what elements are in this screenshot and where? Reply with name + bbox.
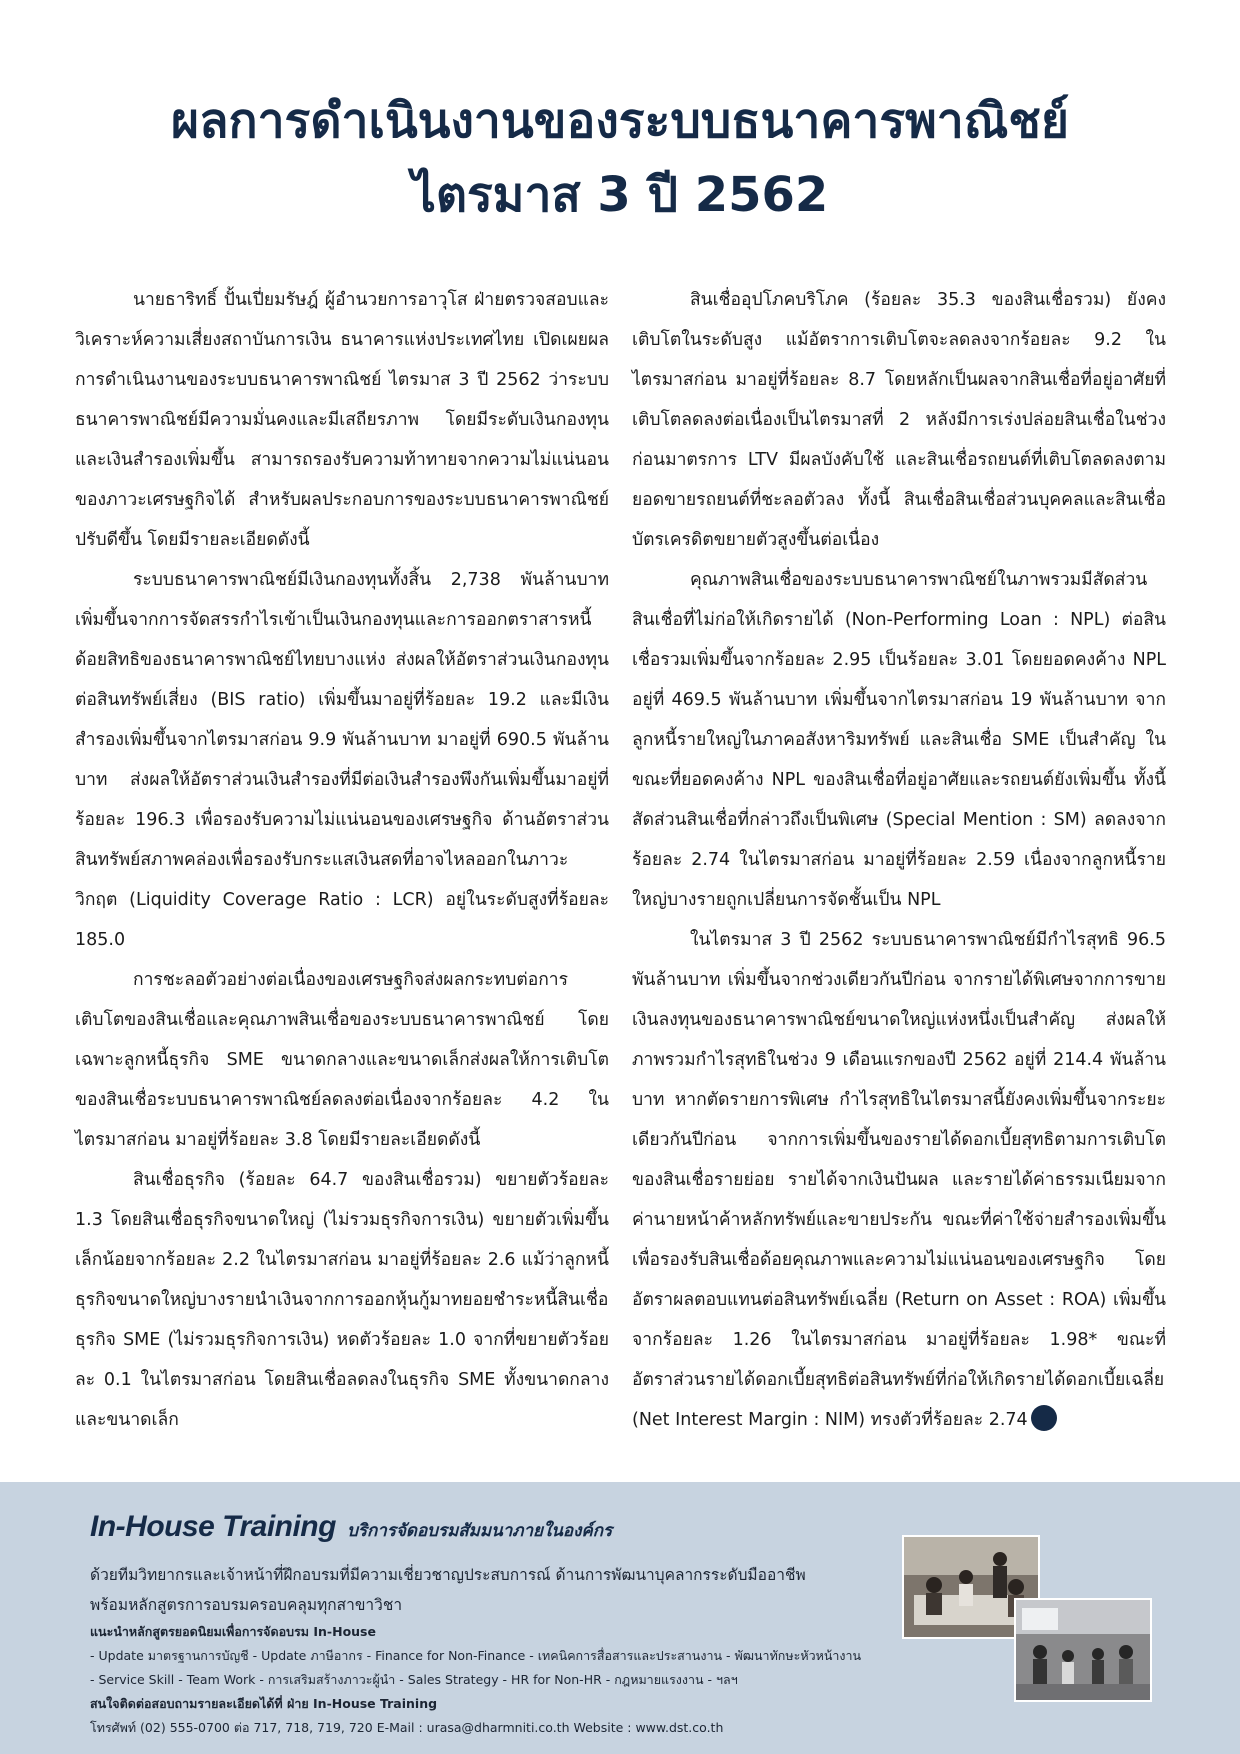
article-right-column: [632, 280, 1166, 1440]
footer-description-line: พร้อมหลักสูตรการอบรมครอบคลุมทุกสาขาวิชา: [90, 1596, 403, 1614]
footer-heading: [90, 1510, 612, 1544]
article-paragraph: ระบบธนาคารพาณิชย์มีเงินกองทุนทั้งสิ้น 2,738 พันล้านบาท เพิ่มขึ้นจากการจัดสรรกำไรเข้าเป็นเงินกองทุนและการออกตราสารหนี้ด้อยสิทธิของธนาคารพาณิชย์ไทยบางแห่ง ส่งผลให้อัตราส่วนเงินกองทุนต่อสินทรัพย์เสี่ยง (BIS ratio) เพิ่มขึ้นมาอยู่ที่ร้อยละ 19.2 และมีเงินสำรองเพิ่มขึ้นจากไตรมาสก่อน 9.9 พันล้านบาท มาอยู่ที่ 690.5 พันล้านบาท ส่งผลให้อัตราส่วนเงินสำรองที่มีต่อเงินสำรองพึงกันเพิ่มขึ้นมาอยู่ที่ร้อยละ 196.3 เพื่อรองรับความไม่แน่นอนของเศรษฐกิจ ด้านอัตราส่วนสินทรัพย์สภาพคล่องเพื่อรองรับกระแสเงินสดที่อาจไหลออกในภาวะวิกฤต (Liquidity Coverage Ratio : LCR) อยู่ในระดับสูงที่ร้อยละ 185.0: [75, 570, 609, 950]
article-end-logo-icon: [1031, 1405, 1057, 1431]
training-photo-2: [1014, 1598, 1152, 1702]
article-paragraph: คุณภาพสินเชื่อของระบบธนาคารพาณิชย์ในภาพรวมมีสัดส่วนสินเชื่อที่ไม่ก่อให้เกิดรายได้ (Non-Performing Loan : NPL) ต่อสินเชื่อรวมเพิ่มขึ้นจากร้อยละ 2.95 เป็นร้อยละ 3.01 โดยยอดคงค้าง NPL อยู่ที่ 469.5 พันล้านบาท เพิ่มขึ้นจากไตรมาสก่อน 19 พันล้านบาท จากลูกหนี้รายใหญ่ในภาคอสังหาริมทรัพย์ และสินเชื่อ SME เป็นสำคัญ ในขณะที่ยอดคงค้าง NPL ของสินเชื่อที่อยู่อาศัยและรถยนต์ยังเพิ่มขึ้น ทั้งนี้สัดส่วนสินเชื่อที่กล่าวถึงเป็นพิเศษ (Special Mention : SM) ลดลงจากร้อยละ 2.74 ในไตรมาสก่อน มาอยู่ที่ร้อยละ 2.59 เนื่องจากลูกหนี้รายใหญ่บางรายถูกเปลี่ยนการจัดชั้นเป็น NPL: [632, 570, 1166, 910]
footer-brand: In-House Training: [90, 1510, 336, 1543]
article-paragraph: นายธาริทธิ์ ปั้นเปี่ยมรัษฎ์ ผู้อำนวยการอาวุโส ฝ่ายตรวจสอบและวิเคราะห์ความเสี่ยงสถาบันการเงิน ธนาคารแห่งประเทศไทย เปิดเผยผลการดำเนินงานของระบบธนาคารพาณิชย์ ไตรมาส 3 ปี 2562 ว่าระบบธนาคารพาณิชย์มีความมั่นคงและมีเสถียรภาพ โดยมีระดับเงินกองทุนและเงินสำรองเพิ่มขึ้น สามารถรองรับความท้าทายจากความไม่แน่นอนของภาวะเศรษฐกิจได้ สำหรับผลประกอบการของระบบธนาคารพาณิชย์ปรับดีขึ้น โดยมีรายละเอียดดังนี้: [75, 290, 609, 550]
footer-courses-line: - Service Skill - Team Work - การเสริมสร้างภาวะผู้นำ - Sales Strategy - HR for Non-HR - กฎหมายแรงงาน - ฯลฯ: [90, 1672, 738, 1687]
title-line-1: ผลการดำเนินงานของระบบธนาคารพาณิชย์: [170, 93, 1069, 149]
footer-courses-heading: แนะนำหลักสูตรยอดนิยมเพื่อการจัดอบรม In-House: [90, 1624, 376, 1639]
footer-contact-line: โทรศัพท์ (02) 555-0700 ต่อ 717, 718, 719, 720 E-Mail : urasa@dharmniti.co.th Website : www.dst.co.th: [90, 1720, 724, 1735]
page-title: [0, 84, 1240, 232]
footer-description-line: ด้วยทีมวิทยากรและเจ้าหน้าที่ฝึกอบรมที่มีความเชี่ยวชาญประสบการณ์ ด้านการพัฒนาบุคลากรระดับมืออาชีพ: [90, 1566, 806, 1584]
footer-body: [90, 1560, 890, 1740]
article-paragraph: สินเชื่ออุปโภคบริโภค (ร้อยละ 35.3 ของสินเชื่อรวม) ยังคงเติบโตในระดับสูง แม้อัตราการเติบโตจะลดลงจากร้อยละ 9.2 ในไตรมาสก่อน มาอยู่ที่ร้อยละ 8.7 โดยหลักเป็นผลจากสินเชื่อที่อยู่อาศัยที่เติบโตลดลงต่อเนื่องเป็นไตรมาสที่ 2 หลังมีการเร่งปล่อยสินเชื่อในช่วงก่อนมาตรการ LTV มีผลบังคับใช้ และสินเชื่อรถยนต์ที่เติบโตลดลงตามยอดขายรถยนต์ที่ชะลอตัวลง ทั้งนี้ สินเชื่อสินเชื่อส่วนบุคคลและสินเชื่อบัตรเครดิตขยายตัวสูงขึ้นต่อเนื่อง: [632, 290, 1166, 550]
article-paragraph-last: [632, 920, 1166, 1440]
article-left-column: [75, 280, 609, 1440]
article-paragraph-text: ในไตรมาส 3 ปี 2562 ระบบธนาคารพาณิชย์มีกำไรสุทธิ 96.5 พันล้านบาท เพิ่มขึ้นจากช่วงเดียวกันปีก่อน จากรายได้พิเศษจากการขายเงินลงทุนของธนาคารพาณิชย์ขนาดใหญ่แห่งหนึ่งเป็นสำคัญ ส่งผลให้ภาพรวมกำไรสุทธิในช่วง 9 เดือนแรกของปี 2562 อยู่ที่ 214.4 พันล้านบาท หากตัดรายการพิเศษ กำไรสุทธิในไตรมาสนี้ยังคงเพิ่มขึ้นจากระยะเดียวกันปีก่อน จากการเพิ่มขึ้นของรายได้ดอกเบี้ยสุทธิตามการเติบโตของสินเชื่อรายย่อย รายได้จากเงินปันผล และรายได้ค่าธรรมเนียมจากค่านายหน้าค้าหลักทรัพย์และขายประกัน ขณะที่ค่าใช้จ่ายสำรองเพิ่มขึ้นเพื่อรองรับสินเชื่อด้อยคุณภาพและความไม่แน่นอนของเศรษฐกิจ โดยอัตราผลตอบแทนต่อสินทรัพย์เฉลี่ย (Return on Asset : ROA) เพิ่มขึ้นจากร้อยละ 1.26 ในไตรมาสก่อน มาอยู่ที่ร้อยละ 1.98* ขณะที่อัตราส่วนรายได้ดอกเบี้ยสุทธิต่อสินทรัพย์ที่ก่อให้เกิดรายได้ดอกเบี้ยเฉลี่ย (Net Interest Margin : NIM) ทรงตัวที่ร้อยละ 2.74: [632, 930, 1166, 1430]
article-paragraph: การชะลอตัวอย่างต่อเนื่องของเศรษฐกิจส่งผลกระทบต่อการเติบโตของสินเชื่อและคุณภาพสินเชื่อของระบบธนาคารพาณิชย์ โดยเฉพาะลูกหนี้ธุรกิจ SME ขนาดกลางและขนาดเล็กส่งผลให้การเติบโตของสินเชื่อระบบธนาคารพาณิชย์ลดลงต่อเนื่องจากร้อยละ 4.2 ในไตรมาสก่อน มาอยู่ที่ร้อยละ 3.8 โดยมีรายละเอียดดังนี้: [75, 970, 609, 1150]
footer-contact-heading: สนใจติดต่อสอบถามรายละเอียดได้ที่ ฝ่าย In-House Training: [90, 1696, 438, 1711]
title-line-2: ไตรมาส 3 ปี 2562: [411, 167, 829, 223]
footer-tagline: บริการจัดอบรมสัมมนาภายในองค์กร: [347, 1521, 613, 1541]
footer-courses-line: - Update มาตรฐานการบัญชี - Update ภาษีอากร - Finance for Non-Finance - เทคนิคการสื่อสารและประสานงาน - พัฒนาทักษะหัวหน้างาน: [90, 1648, 862, 1663]
article-paragraph: สินเชื่อธุรกิจ (ร้อยละ 64.7 ของสินเชื่อรวม) ขยายตัวร้อยละ 1.3 โดยสินเชื่อธุรกิจขนาดใหญ่ (ไม่รวมธุรกิจการเงิน) ขยายตัวเพิ่มขึ้นเล็กน้อยจากร้อยละ 2.2 ในไตรมาสก่อน มาอยู่ที่ร้อยละ 2.6 แม้ว่าลูกหนี้ธุรกิจขนาดใหญ่บางรายนำเงินจากการออกหุ้นกู้มาทยอยชำระหนี้สินเชื่อธุรกิจ SME (ไม่รวมธุรกิจการเงิน) หดตัวร้อยละ 1.0 จากที่ขยายตัวร้อยละ 0.1 ในไตรมาสก่อน โดยสินเชื่อลดลงในธุรกิจ SME ทั้งขนาดกลางและขนาดเล็ก: [75, 1170, 609, 1430]
